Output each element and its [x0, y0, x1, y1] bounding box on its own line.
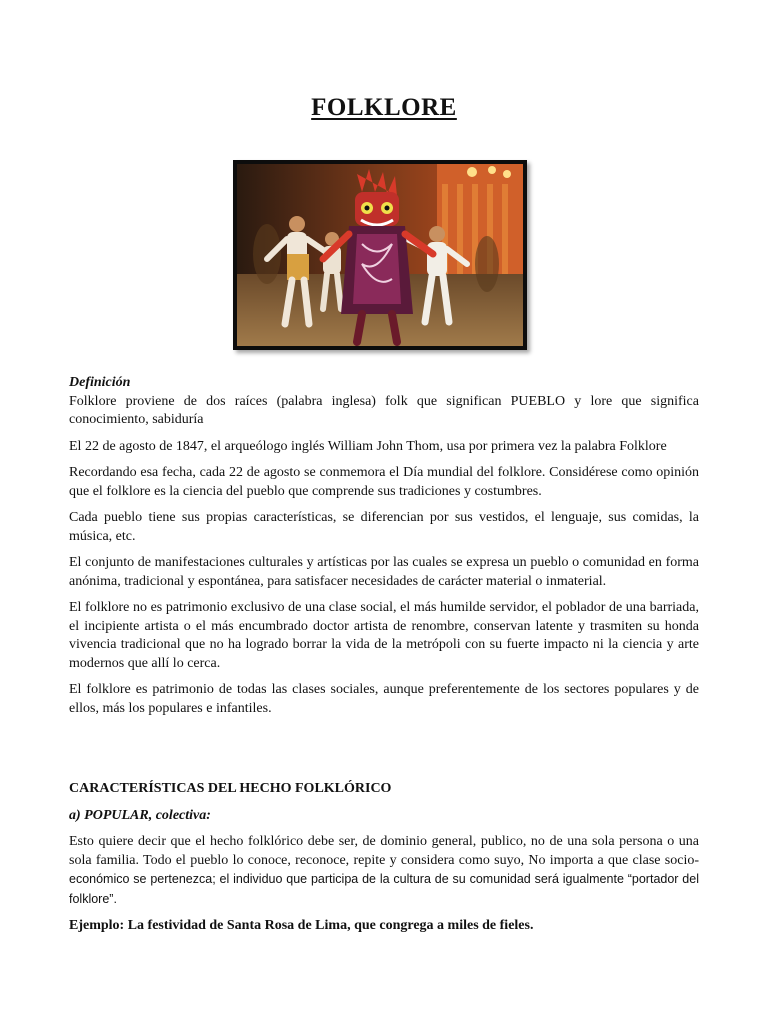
definition-paragraph: El conjunto de manifestaciones culturales y artísticas por las cuales se expresa un pueblo o comunidad en forma anónima, tradicional y espontánea, para satisfacer necesidades de carácter material o inmaterial. — [69, 555, 699, 589]
definition-paragraph: El folklore no es patrimonio exclusivo de una clase social, el más humilde servidor, el poblador de una barriada, el incipiente artista o el más encumbrado doctor artista de renombre, conservan latente y trasmiten su honda vivencia tradicional que no ha logrado borrar la vida de la metrópoli con su fuerte impacto ni la ciencia y arte modernos que allí lo cerca. — [69, 600, 699, 671]
definition-paragraph: Cada pueblo tiene sus propias características, se diferencian por sus vestidos, el lenguaje, sus comidas, la música, etc. — [69, 510, 699, 544]
dancers-image — [237, 164, 523, 346]
characteristics-heading: CARACTERÍSTICAS DEL HECHO FOLKLÓRICO — [69, 781, 392, 796]
definition-paragraph: El 22 de agosto de 1847, el arqueólogo inglés William John Thom, usa por primera vez la palabra Folklore — [69, 438, 667, 454]
popular-example: Ejemplo: La festividad de Santa Rosa de Lima, que congrega a miles de fieles. — [69, 918, 534, 933]
popular-subheading: a) POPULAR, colectiva: — [69, 807, 211, 823]
definition-paragraph: El folklore es patrimonio de todas las clases sociales, aunque preferentemente de los sectores populares y de ellos, más los populares e infantiles. — [69, 682, 699, 716]
popular-body-part1: Esto quiere decir que el hecho folklórico debe ser, de dominio general, publico, no de una sola persona o una sola familia. Todo el pueblo lo conoce, reconoce, repite y considera como suyo, No importa a que clase socio- — [69, 834, 699, 868]
definition-paragraph: Recordando esa fecha, cada 22 de agosto se conmemora el Día mundial del folklore. Considérese como opinión que el folklore es la ciencia del pueblo que comprende sus tradiciones y costumbres. — [69, 465, 699, 499]
definition-intro: Folklore proviene de dos raíces (palabra inglesa) folk que significan PUEBLO y lore que significa conocimiento, sabiduría — [69, 393, 699, 427]
definition-section — [69, 374, 699, 726]
document-title: FOLKLORE — [311, 94, 457, 121]
characteristics-section — [69, 780, 699, 944]
folklore-dancers-photo — [233, 160, 527, 350]
popular-body — [69, 833, 699, 909]
popular-body-part2: económico se pertenezca; el individuo que participa de la cultura de su comunidad será igualmente “portador del folklore”. — [69, 872, 699, 906]
definition-heading: Definición — [69, 375, 131, 390]
